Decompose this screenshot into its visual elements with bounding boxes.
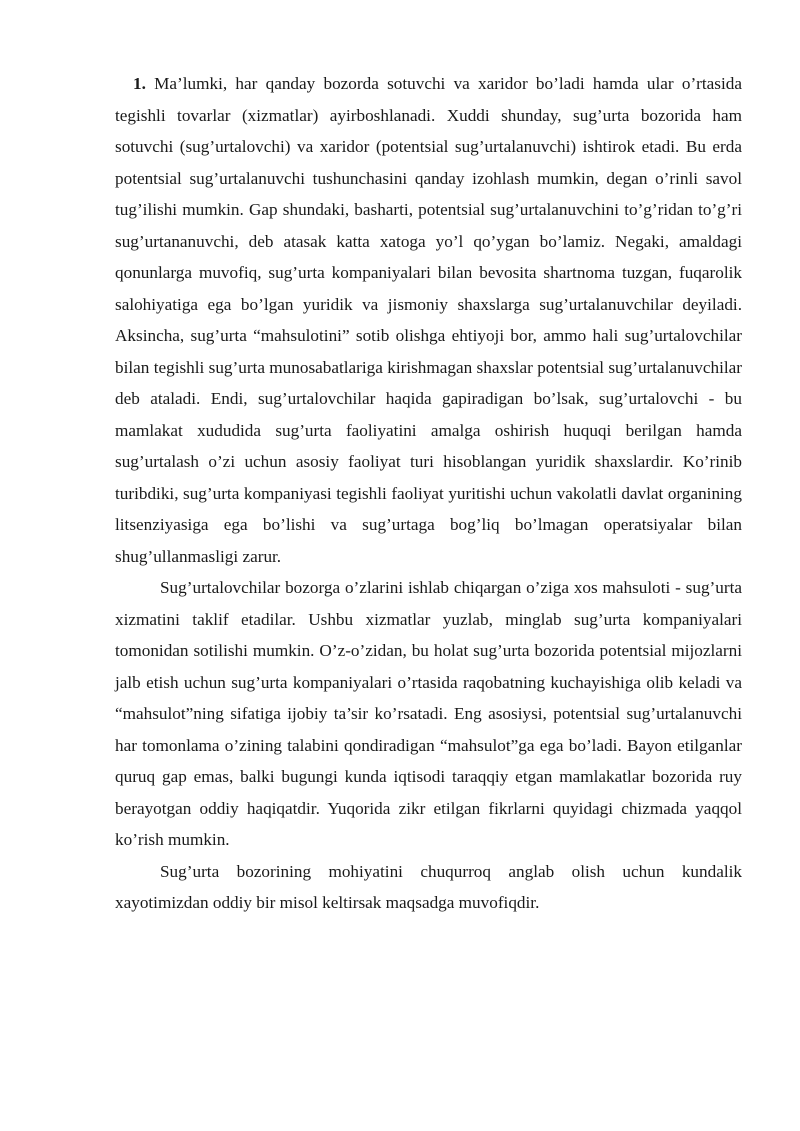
paragraph-number: 1. [133,74,146,93]
paragraph-1-text: Ma’lumki, har qanday bozorda sotuvchi va xaridor bo’ladi hamda ular o’rtasida tegishli tovarlar (xizmatlar) ayirboshlanadi. Xuddi shunday, sug’urta bozorida ham sotuvchi (sug’urtalovchi) va xaridor (potentsial sug’urtalanuvchi) ishtirok etadi. Bu erda potentsial sug’urtalanuvchi tushunchasini qanday izohlash mumkin, degan o’rinli savol tug’ilishi mumkin. Gap shundaki, basharti, potentsial sug’urtalanuvchini to’g’ridan to’g’ri sug’urtananuvchi, deb atasak katta xatoga yo’l qo’ygan bo’lamiz. Negaki, amaldagi qonunlarga muvofiq, sug’urta kompaniyalari bilan bevosita shartnoma tuzgan, fuqarolik salohiyatiga ega bo’lgan yuridik va jismoniy shaxslarga sug’urtalanuvchilar deyiladi. Aksincha, sug’urta “mahsulotini” sotib olishga ehtiyoji bor, ammo hali sug’urtalovchilar bilan tegishli sug’urta munosabatlariga kirishmagan shaxslar potentsial sug’urtalanuvchilar deb ataladi. Endi, sug’urtalovchilar haqida gapiradigan bo’lsak, sug’urtalovchi - bu mamlakat xududida sug’urta faoliyatini amalga oshirish huquqi berilgan hamda sug’urtalash o’zi uchun asosiy faoliyat turi hisoblangan yuridik shaxslardir. Ko’rinib turibdiki, sug’urta kompaniyasi tegishli faoliyat yuritishi uchun vakolatli davlat organining litsenziyasiga ega bo’lishi va sug’urtaga bog’liq bo’lmagan operatsiyalar bilan shug’ullanmasligi zarur. [115,74,742,566]
paragraph-2: Sug’urtalovchilar bozorga o’zlarini ishlab chiqargan o’ziga xos mahsuloti - sug’urta xizmatini taklif etadilar. Ushbu xizmatlar yuzlab, minglab sug’urta kompaniyalari tomonidan sotilishi mumkin. O’z-o’zidan, bu holat sug’urta bozorida potentsial mijozlarni jalb etish uchun sug’urta kompaniyalari o’rtasida raqobatning kuchayishiga olib keladi va “mahsulot”ning sifatiga ijobiy ta’sir ko’rsatadi. Eng asosiysi, potentsial sug’urtalanuvchi har tomonlama o’zining talabini qondiradigan “mahsulot”ga ega bo’ladi. Bayon etilganlar quruq gap emas, balki bugungi kunda iqtisodi taraqqiy etgan mamlakatlar bozorida ruy berayotgan oddiy haqiqatdir. Yuqorida zikr etilgan fikrlarni quyidagi chizmada yaqqol ko’rish mumkin. [115,578,742,849]
document-page [115,68,742,919]
paragraph-1 [115,68,742,572]
paragraph-3: Sug’urta bozorining mohiyatini chuqurroq anglab olish uchun kundalik xayotimizdan oddiy bir misol keltirsak maqsadga muvofiqdir. [115,861,742,912]
